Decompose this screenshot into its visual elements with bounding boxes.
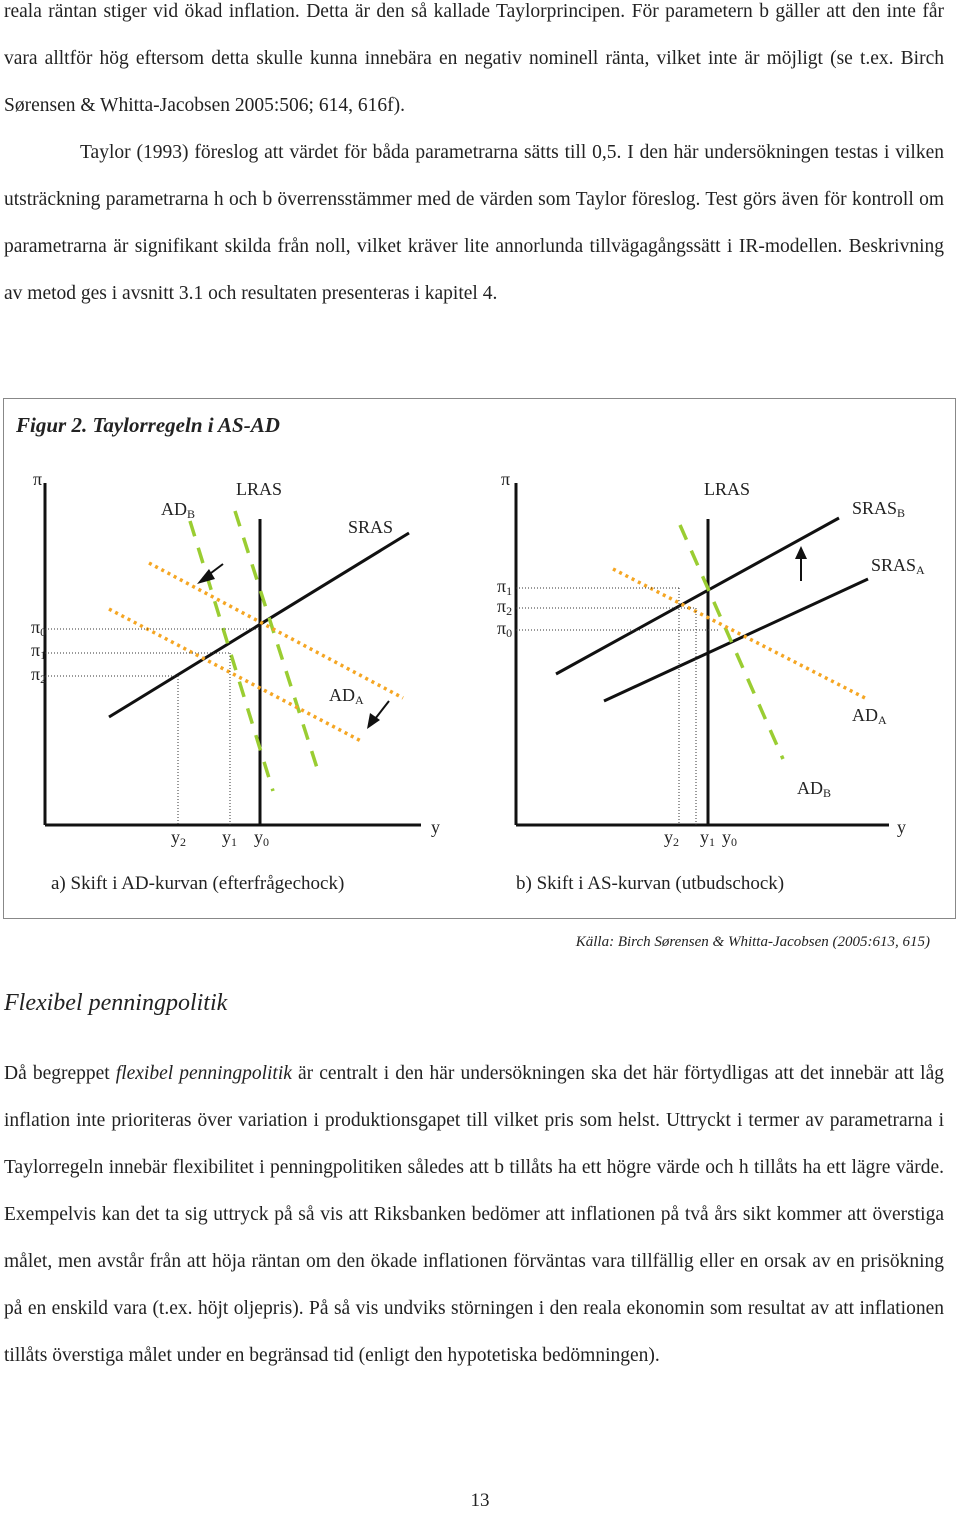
svg-text:π1: π1 (497, 576, 513, 598)
ad-b-sub: B (187, 507, 196, 521)
sras-label: SRAS (348, 517, 394, 537)
svg-text:π0: π0 (31, 617, 47, 639)
y-axis-label: π (501, 469, 511, 489)
ad-a-curve (235, 511, 318, 771)
svg-text:SRASA: SRASA (871, 555, 925, 577)
y-tick-pi2: π (31, 664, 41, 684)
paragraph (4, 1050, 944, 1379)
panel-b (497, 469, 925, 849)
svg-text:π0: π0 (497, 618, 513, 640)
ad-a-label: AD (852, 705, 878, 725)
paragraph-intro: Då begreppet (4, 1063, 116, 1084)
y-tick-pi0: π (31, 617, 41, 637)
paragraph: reala räntan stiger vid ökad inflation. Detta är den så kallade Taylorprincipen. För parametern b gäller att den inte får vara alltför hög eftersom detta skulle kunna innebära en negativ nominell ränta, vilket inte är möjligt (se t.ex. Birch Sørensen & Whitta-Jacobsen 2005:506; 614, 616f). (4, 1, 944, 116)
mp-curve-upper (149, 563, 403, 698)
svg-text:π2: π2 (31, 664, 47, 686)
x-axis-label: y (897, 817, 906, 837)
ad-b-label: AD (797, 778, 823, 798)
y-tick-pi0: π (497, 618, 507, 638)
bottom-text (4, 1050, 944, 1379)
svg-text:y2: y2 (664, 827, 679, 849)
svg-text:y2: y2 (171, 827, 186, 849)
x-tick-y2: y (664, 827, 673, 847)
lras-label: LRAS (704, 479, 751, 499)
ad-a-label: AD (329, 685, 355, 705)
caption-b: b) Skift i AS-kurvan (utbudschock) (516, 873, 785, 894)
x-tick-y0: y (254, 827, 263, 847)
paragraph-rest: är centralt i den här undersökningen ska det här förtydligas att det innebär att låg inflation inte prioriteras över variation i produktionsgapet till vilket pris som helst. Uttryckt i termer av parametrarna i Taylorregeln innebär flexibilitet i penningpolitiken således att b tillåts ha ett högre värde och h tillåts ha ett lägre värde. Exempelvis kan det ta sig uttryck på så vis att Riksbanken bedömer att inflationen på två års sikt kommer att överstiga målet, men avstår från att höja räntan om den ökade inflationen förväntas vara tillfällig eller en orsak av en prisökning på en enskild vara (t.ex. höjt oljepris). På så vis undviks störningen i den reala ekonomin som resultat av att inflationen tillåts överstiga målet under en begränsad tid (enligt den hypotetiska bedömningen). (4, 1063, 944, 1366)
svg-text:SRASB: SRASB (852, 498, 906, 520)
arrow-head (795, 546, 807, 559)
svg-text:y1: y1 (700, 827, 715, 849)
svg-text:y0: y0 (722, 827, 737, 849)
svg-text:y1: y1 (222, 827, 237, 849)
sras-a-label: SRAS (871, 555, 917, 575)
x-tick-y1: y (700, 827, 709, 847)
ad-a-sub: A (355, 693, 364, 707)
sras-a-line (604, 579, 868, 701)
y-axis-label: π (33, 469, 43, 489)
figure-source: Källa: Birch Sørensen & Whitta-Jacobsen (2005:613, 615) (575, 934, 930, 950)
figure (3, 398, 956, 919)
svg-text:ADB: ADB (797, 778, 832, 800)
ad-b-label: AD (161, 499, 187, 519)
svg-text:y0: y0 (254, 827, 269, 849)
paragraph-term: flexibel penningpolitik (115, 1063, 292, 1084)
paragraph: Taylor (1993) föreslog att värdet för båda parametrarna sätts till 0,5. I den här undersökningen testas i vilken utsträckning parametrarna h och b överrensstämmer med de värden som Taylor föreslog. Test görs även för kontroll om parametrarna är signifikant skilda från noll, vilket kräver lite annorlunda tillvägagångssätt i IR-modellen. Beskrivning av metod ges i avsnitt 3.1 och resultaten presenteras i kapitel 4. (4, 142, 944, 304)
x-tick-y0: y (722, 827, 731, 847)
lras-label: LRAS (236, 479, 283, 499)
page-number: 13 (470, 1490, 490, 1511)
figure-title: Figur 2. Taylorregeln i AS-AD (16, 413, 280, 437)
svg-text:ADA (329, 685, 364, 707)
sras-b-line (556, 518, 839, 674)
svg-text:π2: π2 (497, 596, 513, 618)
panel-a (31, 469, 440, 849)
top-text (4, 0, 944, 317)
section-heading: Flexibel penningpolitik (4, 990, 228, 1016)
y-tick-pi1: π (497, 576, 507, 596)
x-tick-y2: y (171, 827, 180, 847)
shift-arrow-down (375, 701, 389, 719)
svg-text:π1: π1 (31, 640, 47, 662)
x-tick-y1: y (222, 827, 231, 847)
svg-text:ADA: ADA (852, 705, 887, 727)
sras-b-label: SRAS (852, 498, 898, 518)
svg-text:ADB (161, 499, 195, 521)
figure-diagram (4, 399, 955, 918)
caption-a: a) Skift i AD-kurvan (efterfrågechock) (51, 873, 345, 894)
x-axis-label: y (431, 817, 440, 837)
y-tick-pi1: π (31, 640, 41, 660)
y-tick-pi2: π (497, 596, 507, 616)
ad-curve (680, 525, 783, 759)
